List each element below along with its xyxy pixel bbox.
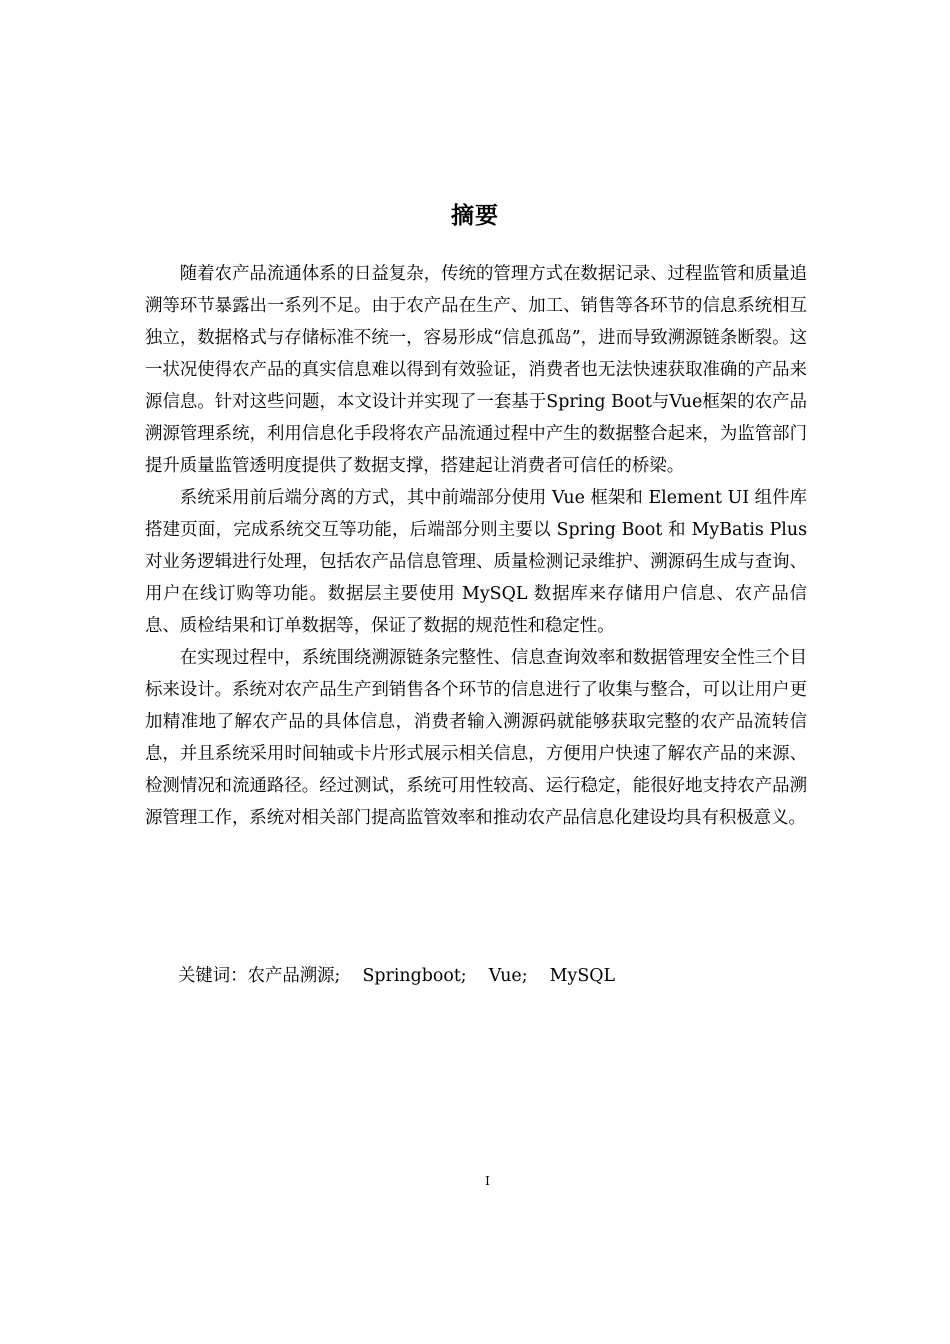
abstract-body xyxy=(145,258,807,834)
abstract-paragraph-1: 随着农产品流通体系的日益复杂，传统的管理方式在数据记录、过程监管和质量追溯等环节暴露出一系列不足。由于农产品在生产、加工、销售等各环节的信息系统相互独立，数据格式与存储标准不统一，容易形成“信息孤岛”，进而导致溯源链条断裂。这一状况使得农产品的真实信息难以得到有效验证，消费者也无法快速获取准确的产品来源信息。针对这些问题，本文设计并实现了一套基于Spring Boot与Vue框架的农产品溯源管理系统，利用信息化手段将农产品流通过程中产生的数据整合起来，为监管部门提升质量监管透明度提供了数据支撑，搭建起让消费者可信任的桥梁。 xyxy=(145,264,807,476)
abstract-paragraph-2: 系统采用前后端分离的方式，其中前端部分使用 Vue 框架和 Element UI 组件库搭建页面，完成系统交互等功能，后端部分则主要以 Spring Boot 和 MyBatis Plus 对业务逻辑进行处理，包括农产品信息管理、质量检测记录维护、溯源码生成与查询、用户在线订购等功能。数据层主要使用 MySQL 数据库来存储用户信息、农产品信息、质检结果和订单数据等，保证了数据的规范性和稳定性。 xyxy=(145,488,807,636)
keywords-line: 关键词：农产品溯源; Springboot; Vue; MySQL xyxy=(178,966,616,986)
abstract-paragraph-3: 在实现过程中，系统围绕溯源链条完整性、信息查询效率和数据管理安全性三个目标来设计。系统对农产品生产到销售各个环节的信息进行了收集与整合，可以让用户更加精准地了解农产品的具体信息，消费者输入溯源码就能够获取完整的农产品流转信息，并且系统采用时间轴或卡片形式展示相关信息，方便用户快速了解农产品的来源、检测情况和流通路径。经过测试，系统可用性较高、运行稳定，能很好地支持农产品溯源管理工作，系统对相关部门提高监管效率和推动农产品信息化建设均具有积极意义。 xyxy=(145,648,807,828)
abstract-title: 摘要 xyxy=(451,203,499,229)
page-number: I xyxy=(485,1174,490,1188)
